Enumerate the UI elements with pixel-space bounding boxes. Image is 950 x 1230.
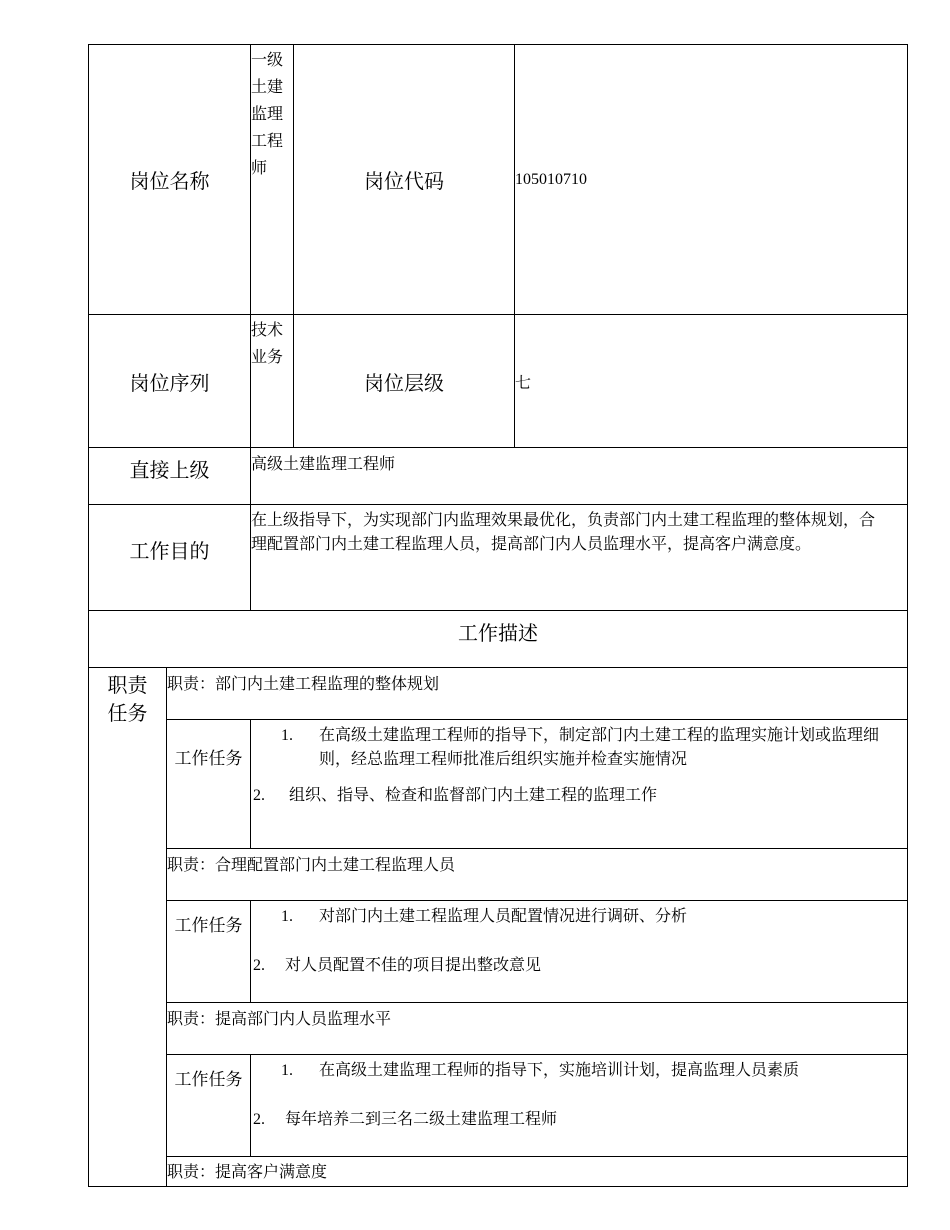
- position-name-label: 岗位名称: [89, 45, 251, 315]
- task-row: [89, 720, 908, 849]
- task-list: [251, 1055, 908, 1157]
- position-code-label: 岗位代码: [294, 45, 515, 315]
- position-level-value: 七: [515, 315, 908, 448]
- responsibility-row: [89, 1157, 908, 1187]
- position-name-row: [89, 45, 908, 315]
- position-sequence-value: 技术业务: [251, 315, 294, 448]
- position-name-value: 一级土建监理工程师: [251, 45, 294, 315]
- job-description-table: [88, 44, 908, 1187]
- section-title-row: [89, 611, 908, 668]
- task-number: 2.: [253, 1111, 265, 1128]
- duty-label: 职责任务: [89, 668, 167, 1187]
- task-text: 对人员配置不佳的项目提出整改意见: [285, 957, 542, 974]
- task-item: [251, 772, 907, 808]
- task-label: 工作任务: [167, 1055, 251, 1157]
- task-number: 1.: [281, 1062, 293, 1079]
- purpose-row: [89, 505, 908, 611]
- position-level-label: 岗位层级: [294, 315, 515, 448]
- task-label: 工作任务: [167, 901, 251, 1003]
- superior-value: 高级土建监理工程师: [251, 448, 908, 505]
- task-list: [251, 901, 908, 1003]
- purpose-value: 在上级指导下，为实现部门内监理效果最优化，负责部门内土建工程监理的整体规划，合理配置部门内土建工程监理人员，提高部门内人员监理水平，提高客户满意度。: [251, 505, 908, 611]
- task-number: 1.: [281, 727, 293, 744]
- task-list: [251, 720, 908, 849]
- task-item: [251, 901, 907, 929]
- task-item: [251, 1055, 907, 1083]
- responsibility-title: 职责：提高客户满意度: [167, 1157, 908, 1187]
- task-number: 2.: [253, 957, 265, 974]
- task-row: [89, 901, 908, 1003]
- responsibility-row: [89, 1003, 908, 1055]
- task-item: [251, 1083, 907, 1132]
- section-title: 工作描述: [89, 611, 908, 668]
- superior-label: 直接上级: [89, 448, 251, 505]
- task-text: 在高级土建监理工程师的指导下，制定部门内土建工程的监理实施计划或监理细则，经总监理工程师批准后组织实施并检查实施情况: [319, 727, 880, 768]
- task-item: [251, 929, 907, 978]
- responsibility-row: [89, 849, 908, 901]
- responsibility-title: 职责：部门内土建工程监理的整体规划: [167, 668, 908, 720]
- position-sequence-label: 岗位序列: [89, 315, 251, 448]
- responsibility-row: [89, 668, 908, 720]
- task-item: [251, 720, 907, 772]
- task-text: 每年培养二到三名二级土建监理工程师: [285, 1111, 558, 1128]
- position-code-value: 105010710: [515, 45, 908, 315]
- responsibility-title: 职责：提高部门内人员监理水平: [167, 1003, 908, 1055]
- position-sequence-row: [89, 315, 908, 448]
- task-text: 对部门内土建工程监理人员配置情况进行调研、分析: [319, 908, 688, 925]
- task-text: 组织、指导、检查和监督部门内土建工程的监理工作: [289, 787, 658, 804]
- task-text: 在高级土建监理工程师的指导下，实施培训计划，提高监理人员素质: [319, 1062, 800, 1079]
- purpose-label: 工作目的: [89, 505, 251, 611]
- task-number: 1.: [281, 908, 293, 925]
- task-label: 工作任务: [167, 720, 251, 849]
- task-number: 2.: [253, 787, 265, 804]
- task-row: [89, 1055, 908, 1157]
- responsibility-title: 职责：合理配置部门内土建工程监理人员: [167, 849, 908, 901]
- superior-row: [89, 448, 908, 505]
